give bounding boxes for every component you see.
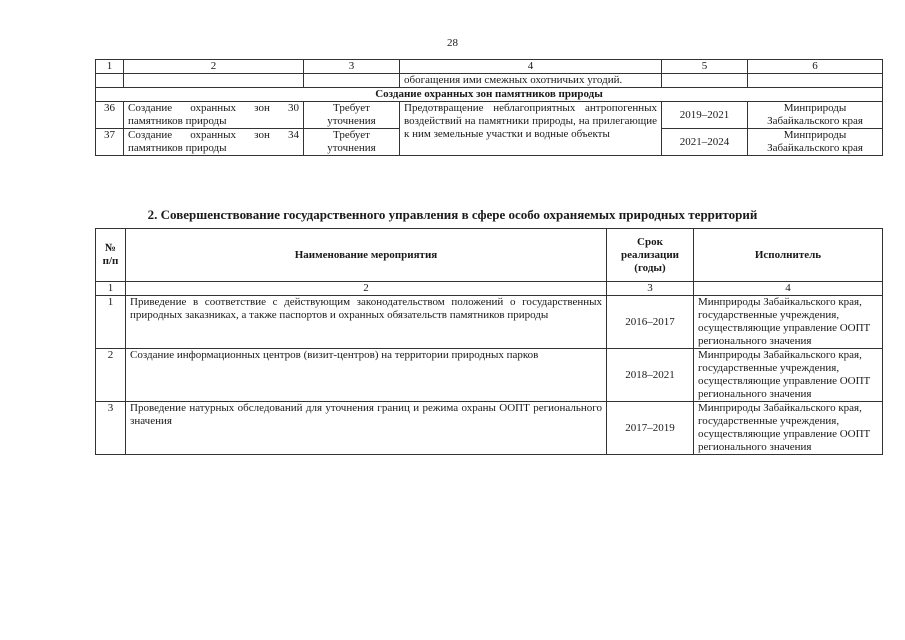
col-number: 2 xyxy=(126,282,607,296)
period-cell: 2019–2021 xyxy=(662,102,748,129)
col-number: 1 xyxy=(96,282,126,296)
period-cell: 2017–2019 xyxy=(607,402,694,455)
executor-cell: Минприроды Забайкальского края xyxy=(748,102,883,129)
goal-cell: Предотвращение неблагоприятных антропогенных воздействий на памятники природы, на прилегающие к ним земельные участки и водные объекты xyxy=(400,102,662,156)
measures-table xyxy=(95,228,883,455)
header-period: Срок реализации (годы) xyxy=(607,229,694,282)
activity-name: Создание информационных центров (визит-центров) на территории природных парков xyxy=(126,349,607,402)
section-title: Создание охранных зон памятников природы xyxy=(96,88,883,102)
executor-cell: Минприроды Забайкальского края, государственные учреждения, осуществляющие управление ООПТ регионального значения xyxy=(694,402,883,455)
row-number: 2 xyxy=(96,349,126,402)
row-number: 1 xyxy=(96,296,126,349)
table-row xyxy=(96,102,883,129)
continuation-row xyxy=(96,74,883,88)
col-number: 2 xyxy=(124,60,304,74)
page-number: 28 xyxy=(447,37,458,49)
continuation-table xyxy=(95,59,883,156)
header-num: № п/п xyxy=(96,229,126,282)
col-number: 1 xyxy=(96,60,124,74)
executor-cell: Минприроды Забайкальского края, государственные учреждения, осуществляющие управление ООПТ регионального значения xyxy=(694,296,883,349)
row-number: 37 xyxy=(96,129,124,156)
col-number: 5 xyxy=(662,60,748,74)
activity-name: Создание охранных зон 30 памятников природы xyxy=(124,102,304,129)
table-row xyxy=(96,349,883,402)
executor-cell: Минприроды Забайкальского края xyxy=(748,129,883,156)
col-number: 6 xyxy=(748,60,883,74)
executor-cell: Минприроды Забайкальского края, государственные учреждения, осуществляющие управление ООПТ регионального значения xyxy=(694,349,883,402)
column-number-row xyxy=(96,282,883,296)
header-row xyxy=(96,229,883,282)
table-row xyxy=(96,296,883,349)
cost-cell: Требует уточнения xyxy=(304,129,400,156)
section-title-row xyxy=(96,88,883,102)
section-heading: 2. Совершенствование государственного управления в сфере особо охраняемых природных территорий xyxy=(147,207,758,222)
period-cell: 2021–2024 xyxy=(662,129,748,156)
header-name: Наименование мероприятия xyxy=(126,229,607,282)
row-number: 3 xyxy=(96,402,126,455)
col-number: 3 xyxy=(304,60,400,74)
activity-name: Создание охранных зон 34 памятников природы xyxy=(124,129,304,156)
table-row xyxy=(96,402,883,455)
row-number: 36 xyxy=(96,102,124,129)
period-cell: 2018–2021 xyxy=(607,349,694,402)
cost-cell: Требует уточнения xyxy=(304,102,400,129)
column-number-row xyxy=(96,60,883,74)
continuation-text: обогащения ими смежных охотничьих угодий. xyxy=(400,74,662,88)
col-number: 3 xyxy=(607,282,694,296)
header-executor: Исполнитель xyxy=(694,229,883,282)
col-number: 4 xyxy=(400,60,662,74)
period-cell: 2016–2017 xyxy=(607,296,694,349)
activity-name: Проведение натурных обследований для уточнения границ и режима охраны ООПТ регионального значения xyxy=(126,402,607,455)
activity-name: Приведение в соответствие с действующим законодательством положений о государственных природных заказниках, а также паспортов и охранных обязательств памятников природы xyxy=(126,296,607,349)
col-number: 4 xyxy=(694,282,883,296)
